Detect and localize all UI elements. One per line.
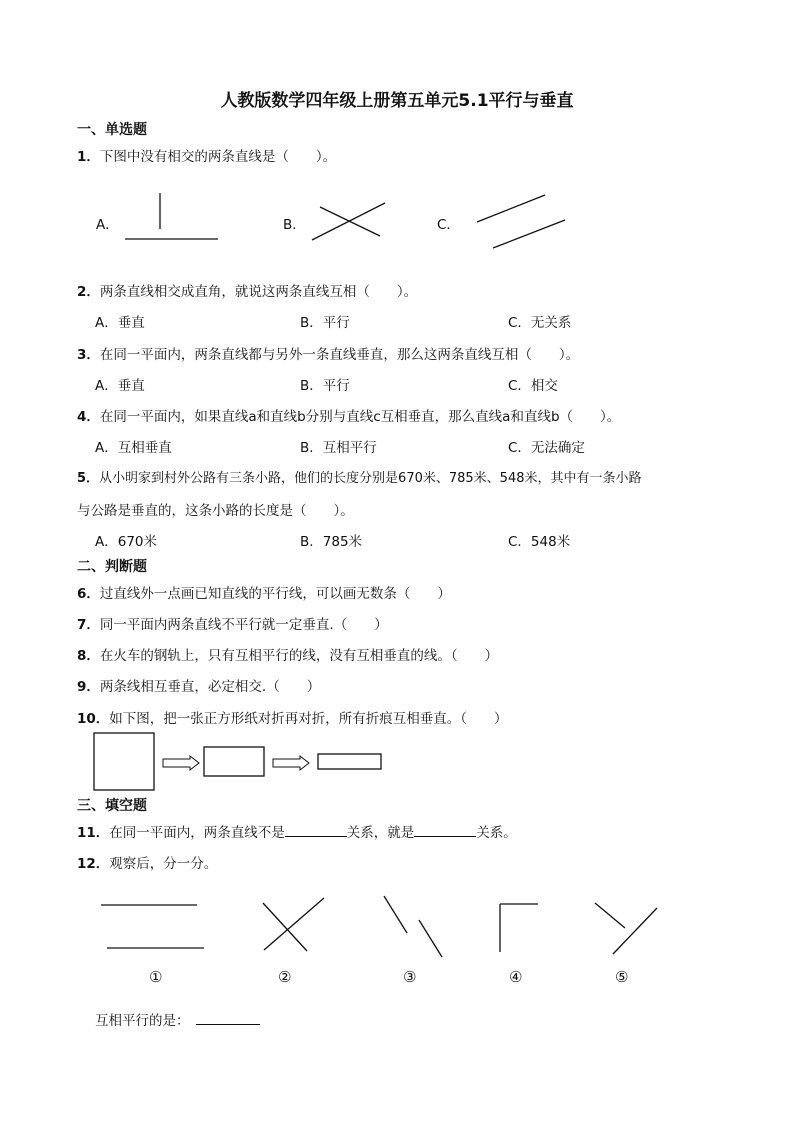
section-heading-single-choice: 一、单选题	[77, 122, 147, 138]
question-text-line-1: 从小明家到村外公路有三条小路，他们的长度分别是670米、785米、548米，其中有一条小路	[99, 471, 642, 486]
question-5-line-2: 与公路是垂直的，这条小路的长度是（ ）。	[77, 503, 354, 519]
question-number: 3．	[77, 347, 100, 363]
section-heading-fill-blank: 三、填空题	[77, 798, 147, 814]
question-text: 两条线相互垂直，必定相交.（ ）	[99, 679, 321, 695]
figure-label-2: ②	[278, 968, 292, 986]
figure-label-3: ③	[403, 968, 417, 986]
q1-option-a-label: A．	[96, 217, 119, 233]
figure-label-4: ④	[509, 968, 523, 986]
figure-label-1: ①	[149, 968, 163, 986]
figure-2-crossing-lines	[263, 898, 324, 951]
question-text: 同一平面内两条直线不平行就一定垂直.（ ）	[99, 617, 388, 633]
q2-option-c: C．无关系	[508, 315, 572, 331]
question-number: 12．	[77, 856, 110, 872]
figure-4-right-angle	[500, 904, 538, 952]
question-text: 在火车的钢轨上，只有互相平行的线，没有互相垂直的线。（ ）	[99, 648, 499, 664]
q3-option-b: B．平行	[300, 378, 350, 394]
question-number: 4．	[77, 409, 100, 425]
question-number: 6．	[77, 586, 100, 602]
question-number: 8．	[77, 648, 100, 664]
page-title: 人教版数学四年级上册第五单元5.1平行与垂直	[220, 91, 574, 111]
question-text: 两条直线相交成直角，就说这两条直线互相（ ）。	[99, 284, 418, 300]
figure-3-separate-lines	[384, 896, 442, 957]
figure-1-parallel-lines	[101, 905, 204, 948]
question-number: 5．	[77, 471, 100, 486]
question-text-part-3: 关系。	[476, 825, 517, 841]
q3-option-c: C．相交	[508, 378, 558, 394]
figure-5-meeting-lines	[595, 903, 657, 954]
q1-option-c-label: C．	[437, 217, 460, 233]
q1-option-b-label: B．	[283, 217, 306, 233]
question-text: 在同一平面内，如果直线a和直线b分别与直线c互相垂直，那么直线a和直线b（ ）。	[99, 409, 621, 425]
q2-option-a: A．垂直	[95, 315, 145, 331]
question-number: 11．	[77, 825, 110, 841]
question-number: 1．	[77, 149, 100, 165]
question-number: 7．	[77, 617, 100, 633]
q4-option-b: B．互相平行	[300, 440, 377, 456]
q4-option-c: C．无法确定	[508, 440, 585, 456]
question-number: 9．	[77, 679, 100, 695]
question-text-part-2: 关系，就是	[346, 825, 415, 841]
q5-option-a: A．670米	[95, 534, 158, 550]
q2-option-b: B．平行	[300, 315, 350, 331]
q5-option-b: B．785米	[300, 534, 363, 550]
figure-label-5: ⑤	[615, 968, 629, 986]
question-text: 下图中没有相交的两条直线是（ ）。	[99, 149, 337, 165]
q3-option-a: A．垂直	[95, 378, 145, 394]
question-text-part-1: 在同一平面内，两条直线不是	[109, 825, 285, 841]
question-number: 2．	[77, 284, 100, 300]
parallel-answer-row	[95, 1009, 260, 1029]
section-heading-true-false: 二、判断题	[77, 559, 147, 575]
question-text: 观察后，分一分。	[109, 856, 218, 872]
question-text: 在同一平面内，两条直线都与另外一条直线垂直，那么这两条直线互相（ ）。	[99, 347, 580, 363]
parallel-answer-blank[interactable]	[196, 1010, 260, 1025]
question-text: 如下图，把一张正方形纸对折再对折，所有折痕互相垂直。（ ）	[109, 711, 508, 727]
parallel-answer-label: 互相平行的是：	[95, 1013, 190, 1029]
q5-option-c: C．548米	[508, 534, 571, 550]
q4-option-a: A．互相垂直	[95, 440, 172, 456]
question-text: 过直线外一点画已知直线的平行线，可以画无数条（ ）	[99, 586, 451, 602]
question-number: 10．	[77, 711, 110, 727]
